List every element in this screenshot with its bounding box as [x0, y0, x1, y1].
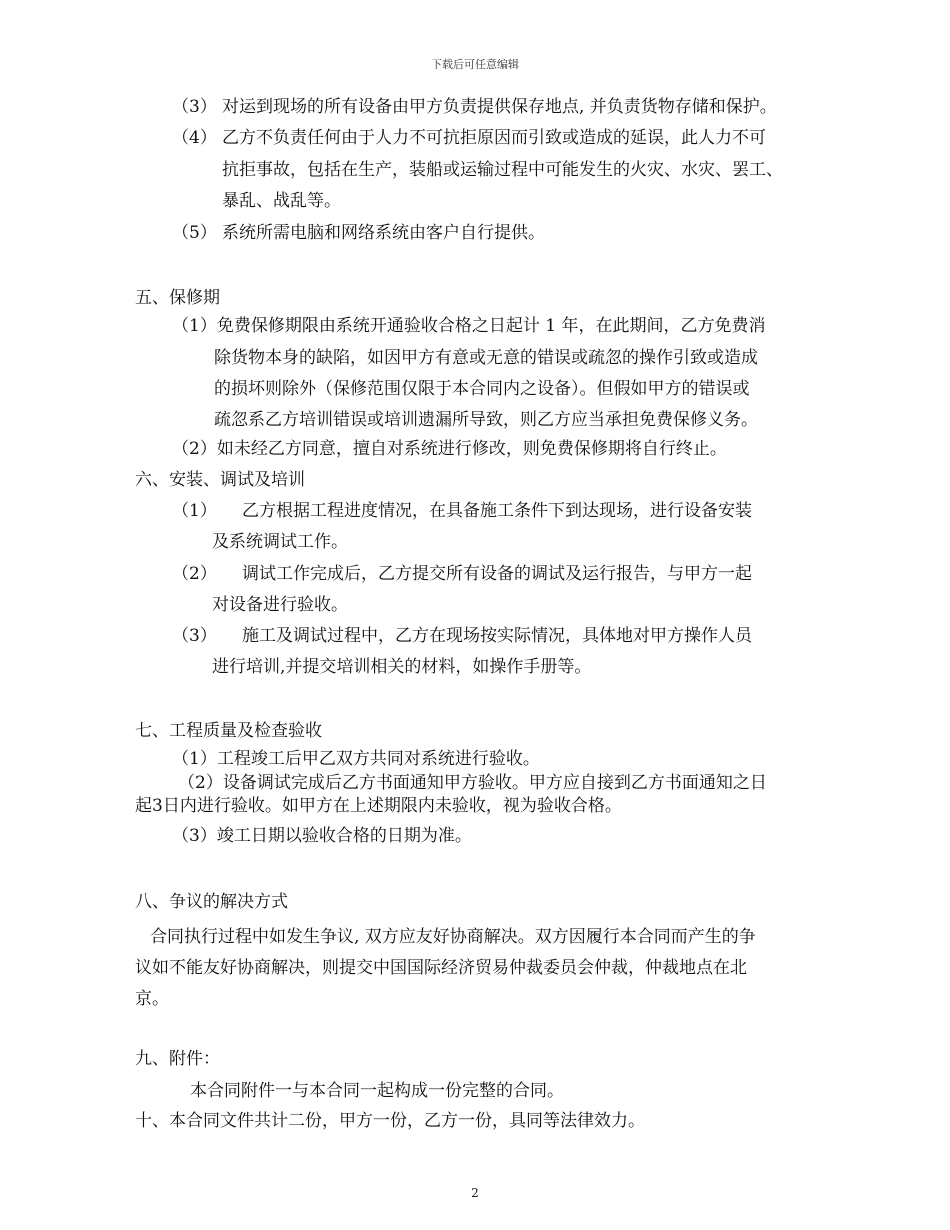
- clause-4-4: [172, 127, 766, 149]
- item-number: （2）: [172, 564, 217, 584]
- item-text: 乙方不负责任何由于人力不可抗拒原因而引致或造成的延误，此人力不可: [222, 128, 766, 148]
- paragraph-line: （1）工程竣工后甲乙双方共同对系统进行验收。: [172, 749, 540, 769]
- item-text: 乙方根据工程进度情况，在具备施工条件下到达现场，进行设备安装: [242, 501, 752, 521]
- item-text: 施工及调试过程中，乙方在现场按实际情况，具体地对甲方操作人员: [242, 626, 752, 646]
- item-text: 系统所需电脑和网络系统由客户自行提供。: [222, 223, 545, 243]
- clause-6-2-cont: 对设备进行验收。: [212, 595, 348, 615]
- clause-4-3: [172, 96, 777, 118]
- section-title-installation: 六、安装、调试及培训: [135, 470, 305, 490]
- paragraph-line: 议如不能友好协商解决，则提交中国国际经济贸易仲裁委员会仲裁，仲裁地点在北: [135, 958, 747, 978]
- paragraph-line: （2）如未经乙方同意，擅自对系统进行修改，则免费保修期将自行终止。: [172, 439, 727, 459]
- item-number: （5）: [172, 223, 217, 243]
- paragraph-line: 除货物本身的缺陷，如因甲方有意或无意的错误或疏忽的操作引致或造成: [214, 348, 758, 368]
- clause-6-3: [172, 625, 752, 647]
- clause-4-4-cont: 暴乱、战乱等。: [222, 191, 341, 211]
- clause-6-3-cont: 进行培训,并提交培训相关的材料，如操作手册等。: [212, 657, 592, 677]
- paragraph-line: （1）免费保修期限由系统开通验收合格之日起计 1 年，在此期间，乙方免费消: [172, 316, 766, 336]
- item-text: 对运到现场的所有设备由甲方负责提供保存地点, 并负责货物存储和保护。: [222, 97, 777, 117]
- section-title-copies: 十、本合同文件共计二份，甲方一份，乙方一份，具同等法律效力。: [135, 1111, 645, 1131]
- item-number: （1）: [172, 501, 217, 521]
- page-number: 2: [471, 1186, 479, 1200]
- paragraph-line: 的损坏则除外（保修范围仅限于本合同内之设备）。但假如甲方的错误或: [214, 379, 750, 399]
- section-title-attachment: 九、附件：: [135, 1049, 220, 1069]
- clause-6-2: [172, 563, 752, 585]
- item-number: （3）: [172, 97, 217, 117]
- item-text: 调试工作完成后，乙方提交所有设备的调试及运行报告，与甲方一起: [242, 564, 752, 584]
- clause-4-4-cont: 抗拒事故，包括在生产，装船或运输过程中可能发生的火灾、水灾、罢工、: [222, 160, 783, 180]
- page-header: 下载后可任意编辑: [431, 58, 519, 71]
- item-number: （4）: [172, 128, 217, 148]
- section-title-warranty: 五、保修期: [135, 288, 220, 308]
- paragraph-line: 起3日内进行验收。如甲方在上述期限内未验收，视为验收合格。: [135, 796, 622, 816]
- item-number: （3）: [172, 626, 217, 646]
- clause-6-1-cont: 及系统调试工作。: [212, 532, 348, 552]
- clause-6-1: [172, 500, 752, 522]
- section-title-dispute: 八、争议的解决方式: [135, 892, 288, 912]
- paragraph-line: 本合同附件一与本合同一起构成一份完整的合同。: [190, 1081, 564, 1101]
- paragraph-line: 疏忽系乙方培训错误或培训遗漏所导致，则乙方应当承担免费保修义务。: [214, 410, 758, 430]
- paragraph-line: 合同执行过程中如发生争议, 双方应友好协商解决。双方因履行本合同而产生的争: [150, 927, 756, 947]
- paragraph-line: （2）设备调试完成后乙方书面通知甲方验收。甲方应自接到乙方书面通知之日: [178, 773, 767, 793]
- section-title-quality: 七、工程质量及检查验收: [135, 721, 322, 741]
- paragraph-line: （3）竣工日期以验收合格的日期为准。: [172, 826, 472, 846]
- paragraph-line: 京。: [135, 989, 169, 1009]
- clause-4-5: [172, 222, 545, 244]
